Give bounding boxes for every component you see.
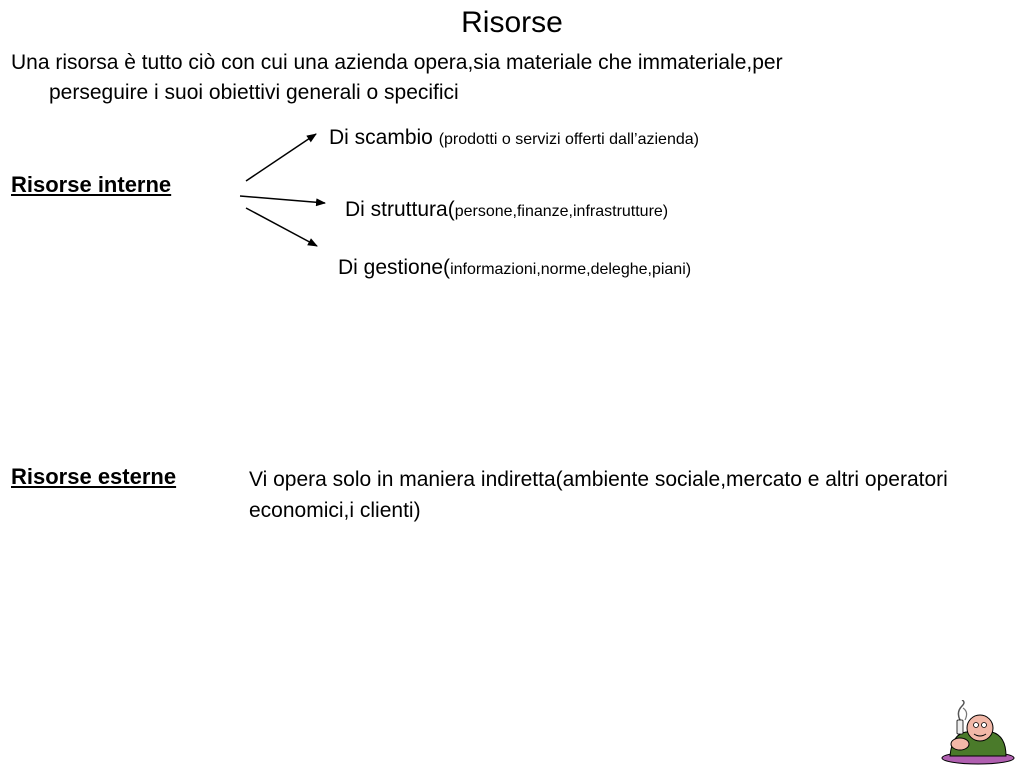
branch-note: informazioni,norme,deleghe,piani) [450,261,692,278]
arrow-to-struttura [240,196,325,203]
branch-gestione [338,256,691,280]
intro-line-1: Una risorsa è tutto ciò con cui una azienda opera,sia materiale che immateriale,per [11,51,783,74]
heading-risorse-interne: Risorse interne [11,172,172,197]
branch-label: Di scambio [329,126,439,149]
intro-line-2: perseguire i suoi obiettivi generali o specifici [49,81,459,104]
branch-note: (prodotti o servizi offerti dall’azienda) [438,131,699,148]
arrow-to-scambio [246,134,316,181]
branch-struttura [345,198,668,222]
heading-risorse-esterne: Risorse esterne [11,464,177,489]
branch-scambio [329,126,699,150]
branch-label: Di struttura( [345,198,455,221]
arrow-to-gestione [246,208,317,246]
esterne-description: Vi opera solo in maniera indiretta(ambiente sociale,mercato e altri operatori economici,i clienti) [249,468,948,522]
slide-title: Risorse [461,6,563,39]
branch-label: Di gestione( [338,256,451,279]
cartoon-figure-icon [936,700,1016,766]
branch-note: persone,finanze,infrastrutture) [454,203,669,220]
